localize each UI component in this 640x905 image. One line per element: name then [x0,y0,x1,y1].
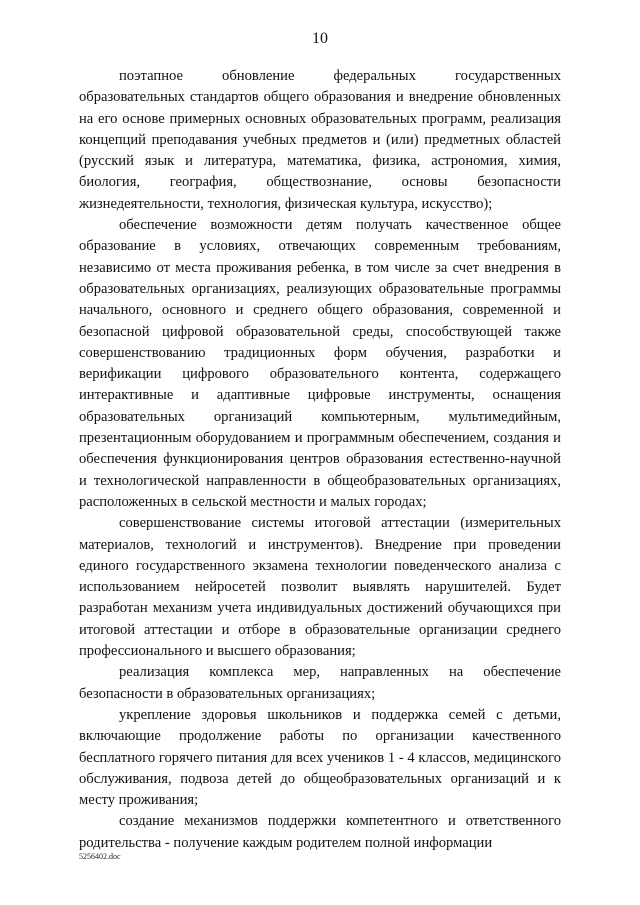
document-body [79,66,561,854]
paragraph-fgos-update: поэтапное обновление федеральных государственных образовательных стандартов общего образования и внедрение обновленных на его основе примерных основных образовательных программ, реализация концепций преподавания учебных предметов и (или) предметных областей (русский язык и литература, математика, физика, астрономия, химия, биология, география, обществознание, основы безопасности жизнедеятельности, технология, физическая культура, искусство); [79,68,561,212]
paragraph-health-support: укрепление здоровья школьников и поддержка семей с детьми, включающие продолжение работы по организации качественного бесплатного горячего питания для всех учеников 1 - 4 классов, медицинского обслуживания, подвоза детей до общеобразовательных организаций и к месту проживания; [79,706,561,809]
paragraph-parenting-support: создание механизмов поддержки компетентного и ответственного родительства - получение каждым родителем полной информации [79,813,561,851]
footer-filename: 5256402.doc [79,852,121,861]
paragraph-safety-measures: реализация комплекса мер, направленных на обеспечение безопасности в образовательных организациях; [79,664,561,702]
paragraph-final-attestation: совершенствование системы итоговой аттестации (измерительных материалов, технологий и инструментов). Внедрение при проведении единого государственного экзамена технологии поведенческого анализа с использованием нейросетей позволит выявлять нарушителей. Будет разработан механизм учета индивидуальных достижений обучающихся при итоговой аттестации и отборе в образовательные организации среднего профессионального и высшего образования; [79,515,561,660]
paragraph-digital-environment: обеспечение возможности детям получать качественное общее образование в условиях, отвечающих современным требованиям, независимо от места проживания ребенка, в том числе за счет внедрения в образовательных организациях, реализующих образовательные программы начального, основного и среднего общего образования, современной и безопасной цифровой образовательной среды, способствующей также совершенствованию традиционных форм обучения, разработки и верификации цифрового образовательного контента, содержащего интерактивные и адаптивные цифровые инструменты, оснащения образовательных организаций компьютерным, мультимедийным, презентационным оборудованием и программным обеспечением, создания и обеспечения функционирования центров образования естественно-научной и технологической направленности в общеобразовательных организациях, расположенных в сельской местности и малых городах; [79,217,561,510]
page-number: 10 [312,30,328,47]
